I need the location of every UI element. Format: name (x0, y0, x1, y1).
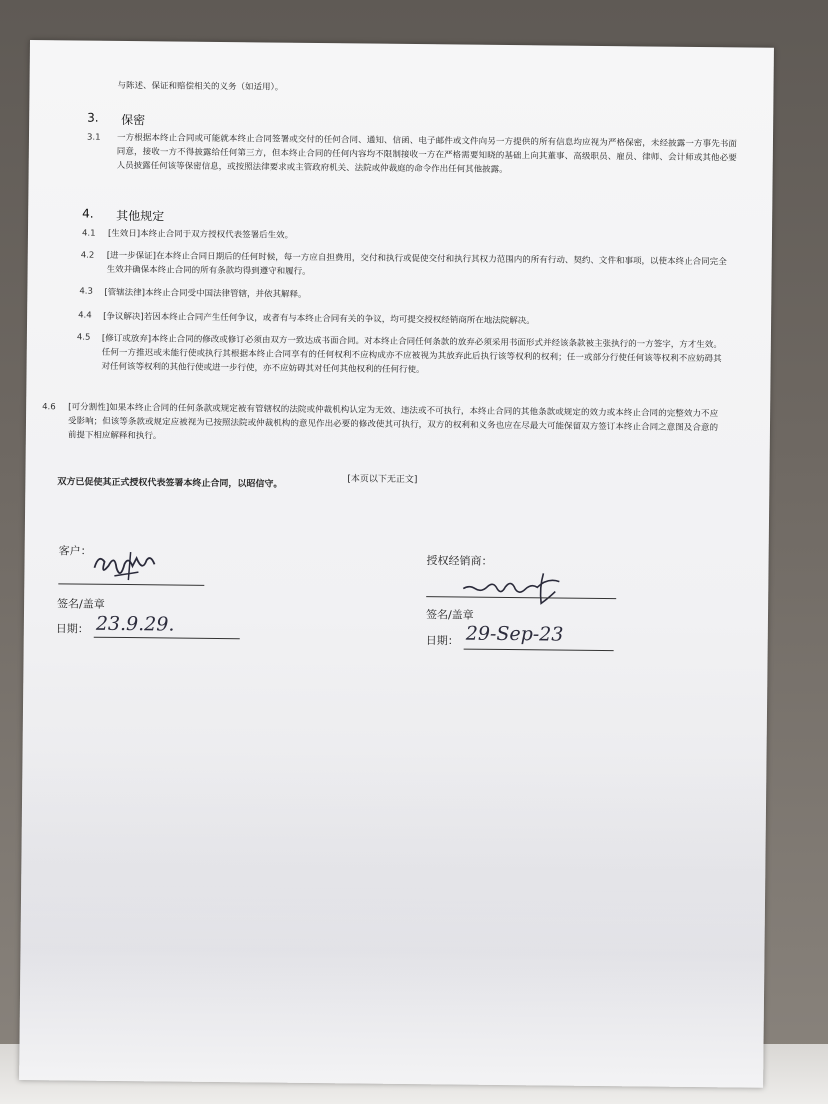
lighting-shadow (19, 750, 766, 1088)
section-3-title: 保密 (121, 112, 146, 128)
clause-4-5-number: 4.5 (76, 332, 91, 343)
contract-page (19, 40, 774, 1088)
continuation-line: 与陈述、保证和赔偿相关的义务（如适用）。 (117, 80, 284, 93)
section-4-title: 其他规定 (116, 208, 165, 224)
witness-statement: 双方已促使其正式授权代表签署本终止合同，以昭信守。 (57, 477, 283, 490)
section-3-number: 3. (87, 110, 99, 125)
dealer-sign-label: 签名/盖章 (425, 608, 474, 622)
clause-3-1-number: 3.1 (86, 132, 101, 143)
customer-date-label: 日期： (55, 622, 89, 636)
dealer-signature (459, 567, 579, 608)
dealer-date-line (464, 649, 614, 652)
customer-date-line (94, 637, 240, 640)
dealer-label: 授权经销商： (426, 554, 493, 568)
clause-4-3-number: 4.3 (79, 286, 93, 297)
end-of-text-mark: [本页以下无正文] (347, 474, 418, 486)
section-4-number: 4. (82, 206, 94, 221)
clause-4-6-text: [可分割性]如果本终止合同的任何条款或规定被有管辖权的法院或仲裁机构认定为无效、违法或不可执行，本终止合同的其他条款或规定的效力或本终止合同的完整效力不应受影响；但该等条款或规定应被视为已按照法院或仲裁机构的意见作出必要的修改使其可执行，双方的权利和义务也应在尽最大可能保留双方签订本终止合同之意图及合意的前提下相应解释和执行。 (67, 402, 719, 442)
clause-4-6-number: 4.6 (42, 402, 56, 413)
customer-signature (84, 546, 174, 587)
clause-4-1-text: [生效日]本终止合同于双方授权代表签署后生效。 (107, 228, 294, 241)
customer-handwritten-date: 23.9.29. (95, 612, 175, 636)
dealer-date-label: 日期： (425, 634, 459, 648)
customer-sign-label: 签名/盖章 (57, 597, 105, 611)
dealer-handwritten-date: 29-Sep-23 (465, 622, 564, 646)
clause-4-1-number: 4.1 (81, 228, 96, 239)
clause-4-4-number: 4.4 (78, 310, 92, 321)
clause-4-3-text: [管辖法律]本终止合同受中国法律管辖，并依其解释。 (104, 287, 307, 300)
clause-4-5-text: [修订或放弃]本终止合同的修改或修订必须由双方一致达成书面合同。对本终止合同任何条款的放弃必须采用书面形式并经该条款被主张执行的一方签字，方才生效。任何一方推迟或未能行使或执行其根据本终止合同享有的任何权利不应构成亦不应被视为其放弃此后执行该等权利的权利；任一或部分行使任何该等权利不应妨碍其对任何该等权利的其他行使或进一步行使，亦不应妨碍其对任何其他权利的任何行使。 (101, 333, 722, 376)
clause-4-4-text: [争议解决]若因本终止合同产生任何争议，或者有与本终止合同有关的争议，均可提交授权经销商所在地法院解决。 (103, 311, 535, 327)
customer-label: 客户： (58, 544, 92, 558)
clause-4-2-number: 4.2 (80, 250, 95, 261)
clause-3-1-text: 一方根据本终止合同或可能就本终止合同签署或交付的任何合同、通知、信函、电子邮件或文件向另一方提供的所有信息均应视为严格保密，未经披露一方事先书面同意，接收一方不得披露给任何第三方，但本终止合同的任何内容均不限制接收一方在严格需要知晓的基础上向其董事、高级职员、雇员、律师、会计师或其他必要人员披露任何该等保密信息，或按照法律要求或主管政府机关、法院或仲裁庭的命令作出任何其他披露。 (116, 132, 737, 176)
clause-4-2-text: [进一步保证]在本终止合同日期后的任何时候，每一方应自担费用，交付和执行或促使交付和执行其权力范围内的所有行动、契约、文件和事项，以使本终止合同完全生效并确保本终止合同的所有条款均得到遵守和履行。 (106, 250, 727, 277)
